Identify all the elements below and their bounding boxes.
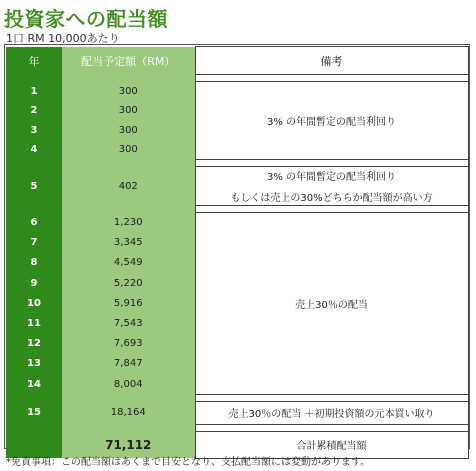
header-amount: 配当予定額（RM）: [62, 47, 195, 75]
year-cell: 15: [6, 401, 62, 424]
note-cell: 3% の年間暫定の配当利回り: [195, 82, 468, 160]
amount-cell: 7,847: [62, 354, 195, 374]
dividend-table: [6, 46, 469, 459]
amount-cell: 300: [62, 140, 195, 160]
table-row: [6, 82, 468, 102]
disclaimer-footnote: *免責事項：この配当額はあくまで目安となり、支払配当額には変動があります。: [6, 457, 371, 468]
year-cell: 8: [6, 253, 62, 273]
total-amount-cell: 71,112: [62, 431, 195, 458]
table-row: [6, 213, 468, 233]
amount-cell: 7,543: [62, 313, 195, 333]
amount-cell: 5,220: [62, 273, 195, 293]
spacer-row: [6, 424, 468, 431]
amount-cell: 5,916: [62, 293, 195, 313]
amount-cell: 300: [62, 101, 195, 121]
header-note: 備考: [195, 47, 468, 75]
year-cell: 12: [6, 334, 62, 354]
table-header-row: [6, 47, 468, 75]
year-cell: 9: [6, 273, 62, 293]
year-cell: 11: [6, 313, 62, 333]
amount-cell: 3,345: [62, 233, 195, 253]
note-cell: [195, 167, 468, 206]
note-line-1: 3% の年間暫定の配当利回り: [266, 172, 397, 183]
table-row: [6, 167, 468, 206]
year-cell: 1: [6, 82, 62, 102]
year-cell: 3: [6, 121, 62, 141]
amount-cell: 8,004: [62, 374, 195, 394]
year-cell: 13: [6, 354, 62, 374]
note-cell: 売上30％の配当: [195, 213, 468, 395]
year-cell: 5: [6, 167, 62, 206]
note-line-2: もしくは売上の30%どちらか配当額が高い方: [230, 193, 433, 204]
year-cell: 2: [6, 101, 62, 121]
note-cell: 売上30％の配当 ＋初期投資額の元本買い取り: [195, 401, 468, 424]
page-title: 投資家への配当額: [4, 7, 168, 31]
amount-cell: 300: [62, 121, 195, 141]
amount-cell: 402: [62, 167, 195, 206]
spacer-row: [6, 394, 468, 401]
year-cell: 14: [6, 374, 62, 394]
header-year: 年: [6, 47, 62, 75]
amount-cell: 300: [62, 82, 195, 102]
spacer-row: [6, 206, 468, 213]
year-cell: 4: [6, 140, 62, 160]
total-note-cell: 合計累積配当額: [195, 431, 468, 458]
table-row: [6, 401, 468, 424]
amount-cell: 4,549: [62, 253, 195, 273]
amount-cell: 7,693: [62, 334, 195, 354]
year-cell: 7: [6, 233, 62, 253]
spacer-row: [6, 160, 468, 167]
year-cell: 6: [6, 213, 62, 233]
spacer-row: [6, 75, 468, 82]
amount-cell: 1,230: [62, 213, 195, 233]
amount-cell: 18,164: [62, 401, 195, 424]
page-subtitle: 1口 RM 10,000あたり: [6, 32, 120, 45]
year-cell: 10: [6, 293, 62, 313]
